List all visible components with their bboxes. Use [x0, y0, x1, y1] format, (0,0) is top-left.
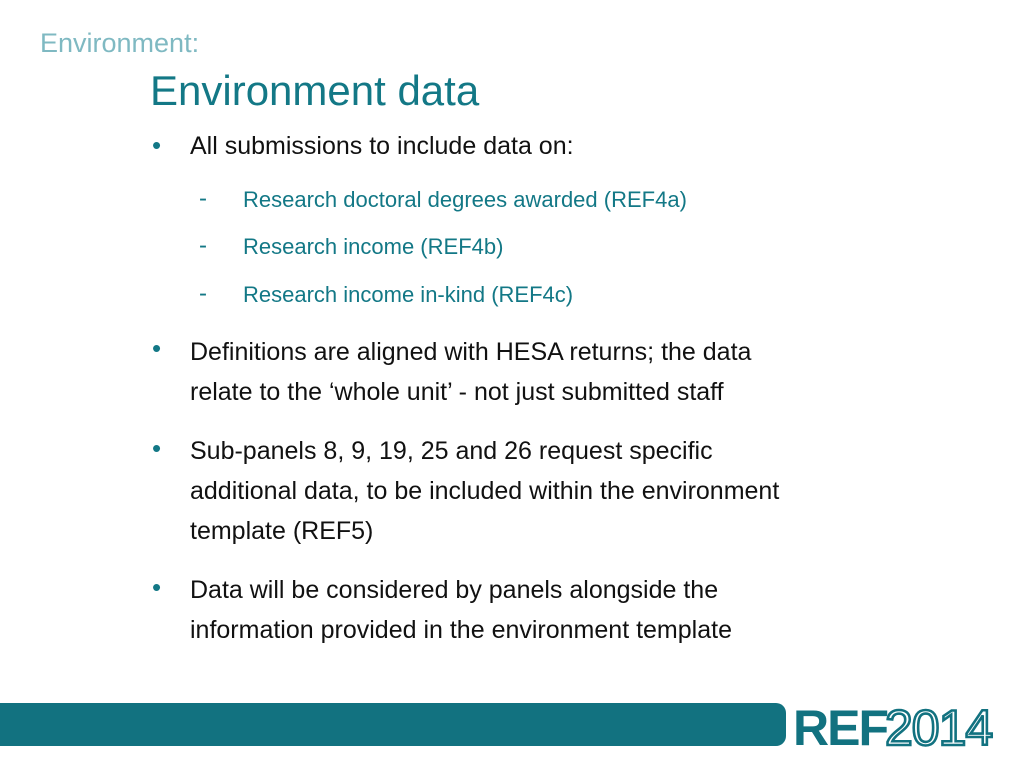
bullet-text-1: All submissions to include data on:	[190, 132, 574, 160]
dash-icon: -	[199, 185, 207, 212]
sub-item-2: Research income (REF4b)	[243, 234, 504, 259]
bullet-3-line-1: Sub-panels 8, 9, 19, 25 and 26 request specific	[190, 437, 713, 465]
slide-title: Environment data	[150, 67, 480, 114]
ref2014-logo	[793, 700, 998, 752]
bullet-dot-icon: •	[152, 572, 162, 602]
bullet-text-3	[190, 431, 960, 551]
dash-icon: -	[199, 280, 207, 307]
bullet-4-line-2: information provided in the environment template	[190, 616, 732, 644]
section-label: Environment:	[40, 28, 200, 58]
bullet-3-line-3: template (REF5)	[190, 517, 374, 545]
logo-year-text: 2014	[885, 700, 993, 752]
footer-bar	[0, 703, 776, 746]
logo-ref-text: REF	[793, 700, 887, 752]
bullet-2-line-1: Definitions are aligned with HESA returns; the data	[190, 338, 752, 366]
footer-bar-cap	[766, 703, 786, 746]
sub-item-3: Research income in-kind (REF4c)	[243, 282, 574, 307]
bullet-dot-icon: •	[152, 333, 162, 363]
bullet-2-line-2: relate to the ‘whole unit’ - not just submitted staff	[190, 378, 724, 406]
bullet-dot-icon: •	[152, 130, 162, 160]
bullet-dot-icon: •	[152, 433, 162, 463]
bullet-3-line-2: additional data, to be included within the environment	[190, 477, 780, 505]
bullet-text-2	[190, 332, 960, 412]
bullet-4-line-1: Data will be considered by panels alongside the	[190, 576, 719, 604]
sub-item-1: Research doctoral degrees awarded (REF4a)	[243, 187, 687, 212]
bullet-text-4	[190, 570, 960, 650]
dash-icon: -	[199, 232, 207, 259]
